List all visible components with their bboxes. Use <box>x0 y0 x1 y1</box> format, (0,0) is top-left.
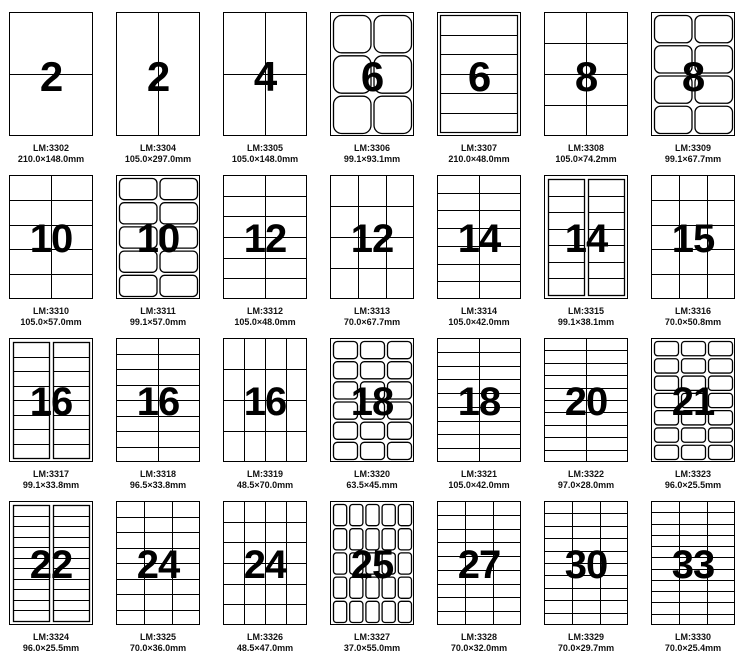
label-dimensions: 97.0×28.0mm <box>557 480 615 490</box>
model-code: LM:3312 <box>246 306 283 316</box>
label-sheet-card <box>649 338 750 504</box>
label-count: 27 <box>457 543 501 587</box>
label-dimensions: 99.1×57.0mm <box>129 317 187 327</box>
label-sheet <box>116 501 200 625</box>
label-sheet-card <box>7 338 114 504</box>
model-code: LM:3311 <box>140 306 176 316</box>
label-count: 20 <box>564 380 608 424</box>
label-count: 4 <box>253 53 277 100</box>
label-sheet-card <box>221 12 328 178</box>
label-dimensions: 96.5×33.8mm <box>129 480 187 490</box>
label-sheet-card <box>221 338 328 504</box>
label-dimensions: 99.1×38.1mm <box>557 317 615 327</box>
label-count: 18 <box>457 380 501 424</box>
label-sheet-card <box>435 12 542 178</box>
label-sheet <box>437 175 521 299</box>
label-sheet <box>544 12 628 136</box>
label-dimensions: 70.0×36.0mm <box>129 643 187 653</box>
model-code: LM:3310 <box>32 306 69 316</box>
label-count: 14 <box>564 217 608 261</box>
label-dimensions: 105.0×42.0mm <box>448 317 510 327</box>
label-dimensions: 105.0×48.0mm <box>234 317 296 327</box>
model-code: LM:3313 <box>353 306 390 316</box>
label-count: 24 <box>243 543 287 587</box>
label-sheet <box>651 338 735 462</box>
label-sheet <box>223 175 307 299</box>
label-sheet-card <box>114 12 221 178</box>
label-sheet <box>544 338 628 462</box>
model-code: LM:3316 <box>674 306 711 316</box>
model-code: LM:3306 <box>353 143 390 153</box>
label-sheet <box>330 12 414 136</box>
label-dimensions: 210.0×48.0mm <box>448 154 510 164</box>
label-sheet <box>330 501 414 625</box>
label-count: 16 <box>243 380 287 424</box>
model-code: LM:3309 <box>674 143 711 153</box>
label-sheet-card <box>328 12 435 178</box>
model-code: LM:3308 <box>567 143 604 153</box>
label-sheet-card <box>542 338 649 504</box>
label-count: 10 <box>29 217 73 261</box>
label-dimensions: 96.0×25.5mm <box>664 480 722 490</box>
label-count: 24 <box>136 543 180 587</box>
label-sheet-card <box>7 12 114 178</box>
model-code: LM:3315 <box>567 306 604 316</box>
label-dimensions: 37.0×55.0mm <box>343 643 401 653</box>
label-count: 12 <box>350 217 394 261</box>
label-sheet <box>116 175 200 299</box>
label-sheet <box>9 501 93 625</box>
model-code: LM:3307 <box>460 143 497 153</box>
label-count: 8 <box>681 53 705 100</box>
label-sheet <box>651 175 735 299</box>
label-sheet-card <box>649 175 750 341</box>
model-code: LM:3328 <box>460 632 497 642</box>
label-dimensions: 210.0×148.0mm <box>17 154 85 164</box>
label-dimensions: 99.1×93.1mm <box>343 154 401 164</box>
model-code: LM:3319 <box>246 469 283 479</box>
label-sheet-card <box>328 175 435 341</box>
label-sheet-card <box>542 175 649 341</box>
model-code: LM:3325 <box>139 632 176 642</box>
label-dimensions: 48.5×70.0mm <box>236 480 294 490</box>
label-dimensions: 99.1×67.7mm <box>664 154 722 164</box>
label-count: 33 <box>671 543 715 587</box>
label-dimensions: 105.0×74.2mm <box>555 154 617 164</box>
label-sheet-card <box>114 175 221 341</box>
label-sheet <box>9 12 93 136</box>
label-sheet <box>9 175 93 299</box>
label-count: 16 <box>136 380 180 424</box>
label-sheet-card <box>114 501 221 667</box>
label-count: 22 <box>29 543 73 587</box>
label-count: 25 <box>350 543 394 587</box>
label-count: 2 <box>146 53 170 100</box>
label-dimensions: 105.0×148.0mm <box>231 154 299 164</box>
label-sheet-card <box>7 501 114 667</box>
model-code: LM:3317 <box>32 469 69 479</box>
label-dimensions: 105.0×297.0mm <box>124 154 192 164</box>
model-code: LM:3324 <box>32 632 69 642</box>
label-sheet <box>437 12 521 136</box>
model-code: LM:3327 <box>353 632 390 642</box>
label-sheet <box>437 501 521 625</box>
label-sheet-card <box>435 501 542 667</box>
label-count: 15 <box>671 217 715 261</box>
label-count: 6 <box>467 53 491 100</box>
model-code: LM:3322 <box>567 469 604 479</box>
label-sheet-card <box>435 338 542 504</box>
label-dimensions: 70.0×67.7mm <box>343 317 401 327</box>
label-sheet <box>651 12 735 136</box>
label-dimensions: 105.0×57.0mm <box>20 317 82 327</box>
label-dimensions: 99.1×33.8mm <box>22 480 80 490</box>
label-sheet-card <box>435 175 542 341</box>
label-sheet <box>9 338 93 462</box>
label-sheet <box>437 338 521 462</box>
label-sheet-card <box>649 12 750 178</box>
label-sheet <box>651 501 735 625</box>
model-code: LM:3314 <box>460 306 497 316</box>
label-count: 8 <box>574 53 598 100</box>
label-count: 14 <box>457 217 501 261</box>
label-sheet <box>223 338 307 462</box>
label-dimensions: 70.0×32.0mm <box>450 643 508 653</box>
label-dimensions: 70.0×50.8mm <box>664 317 722 327</box>
label-sheet-card <box>221 175 328 341</box>
label-count: 21 <box>671 380 715 424</box>
model-code: LM:3329 <box>567 632 604 642</box>
label-count: 30 <box>564 543 608 587</box>
model-code: LM:3323 <box>674 469 711 479</box>
label-dimensions: 70.0×25.4mm <box>664 643 722 653</box>
model-code: LM:3318 <box>139 469 176 479</box>
label-sheet <box>330 338 414 462</box>
label-sheet-card <box>649 501 750 667</box>
label-sheet-card <box>328 501 435 667</box>
label-count: 12 <box>243 217 287 261</box>
label-count: 6 <box>360 53 384 100</box>
label-sheet <box>116 338 200 462</box>
label-sheet <box>116 12 200 136</box>
label-count: 18 <box>350 380 394 424</box>
label-dimensions: 63.5×45.mm <box>346 480 398 490</box>
label-sheet <box>544 175 628 299</box>
model-code: LM:3330 <box>674 632 711 642</box>
label-sheet <box>544 501 628 625</box>
label-count: 2 <box>39 53 63 100</box>
label-sheet-card <box>7 175 114 341</box>
label-sheet <box>223 12 307 136</box>
label-sheet-card <box>328 338 435 504</box>
label-sheet-card <box>542 12 649 178</box>
label-dimensions: 105.0×42.0mm <box>448 480 510 490</box>
label-dimensions: 70.0×29.7mm <box>557 643 615 653</box>
model-code: LM:3302 <box>32 143 69 153</box>
label-count: 10 <box>136 217 180 261</box>
label-sheet-card <box>221 501 328 667</box>
label-sheet-card <box>114 338 221 504</box>
label-dimensions: 48.5×47.0mm <box>236 643 294 653</box>
model-code: LM:3305 <box>246 143 283 153</box>
label-sheet <box>223 501 307 625</box>
label-sheet-card <box>542 501 649 667</box>
label-dimensions: 96.0×25.5mm <box>22 643 80 653</box>
model-code: LM:3326 <box>246 632 283 642</box>
label-sheet <box>330 175 414 299</box>
label-count: 16 <box>29 380 73 424</box>
model-code: LM:3320 <box>353 469 390 479</box>
model-code: LM:3304 <box>139 143 176 153</box>
model-code: LM:3321 <box>460 469 497 479</box>
